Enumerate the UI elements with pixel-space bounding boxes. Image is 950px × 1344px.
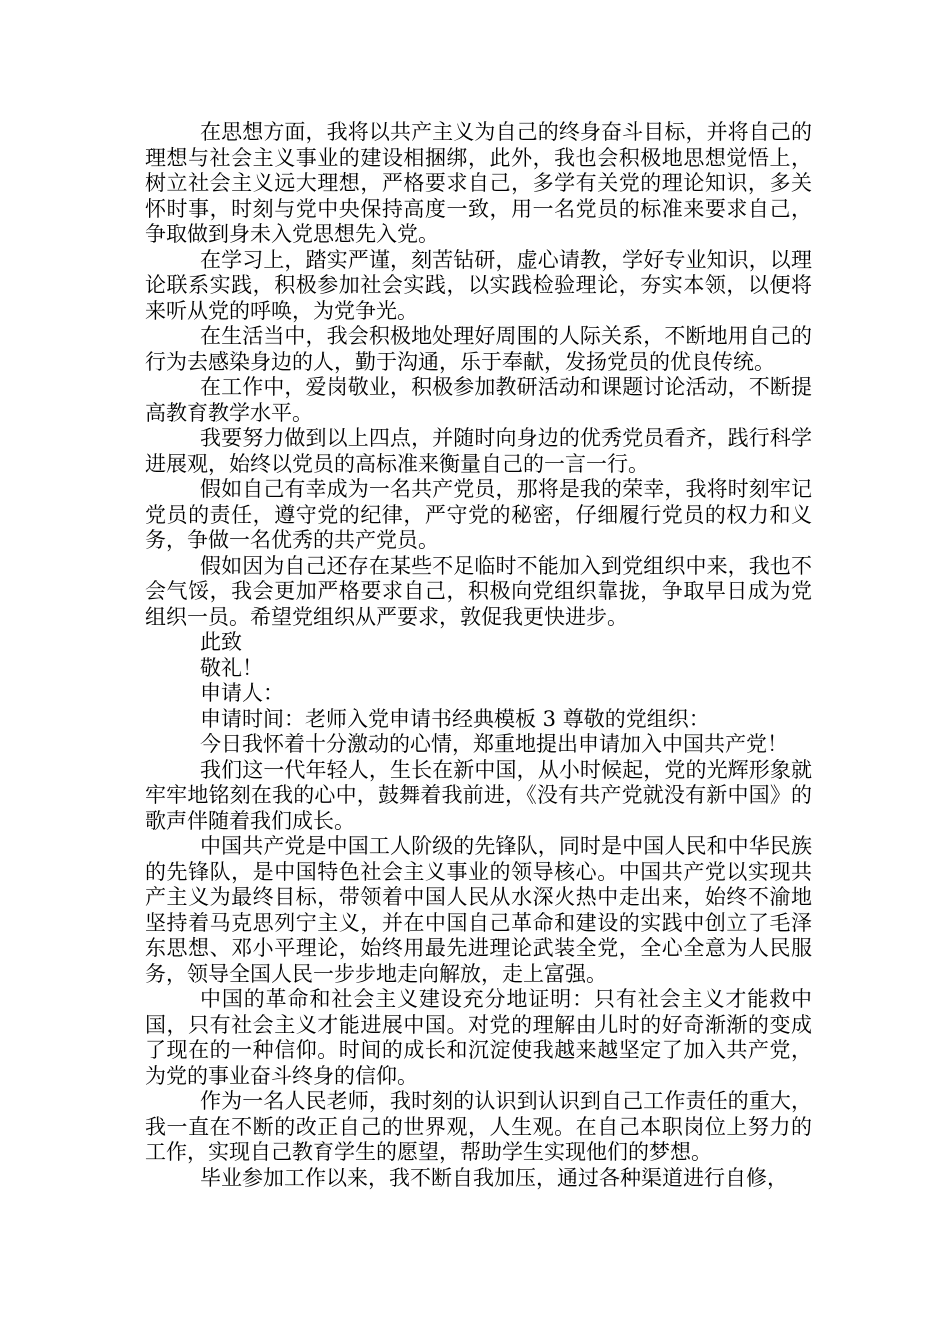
- paragraph-work: 在工作中，爱岗敬业，积极参加教研活动和课题讨论活动，不断提高教育教学水平。: [145, 375, 812, 425]
- paragraph-life: 在生活当中，我会积极地处理好周围的人际关系，不断地用自己的行为去感染身边的人，勤于沟通，乐于奉献，发扬党员的优良传统。: [145, 324, 812, 374]
- application-date-line: 申请时间：老师入党申请书经典模板 3 尊敬的党组织：: [200, 706, 710, 731]
- paragraph-if-admitted: 假如自己有幸成为一名共产党员，那将是我的荣幸，我将时刻牢记党员的责任，遵守党的纪律，严守党的秘密，仔细履行党员的权力和义务，争做一名优秀的共产党员。: [145, 477, 812, 552]
- paragraph-thought: 在思想方面，我将以共产主义为自己的终身奋斗目标，并将自己的理想与社会主义事业的建设相捆绑，此外，我也会积极地思想觉悟上，树立社会主义远大理想，严格要求自己，多学有关党的理论知识，多关怀时事，时刻与党中央保持高度一致，用一名党员的标准来要求自己，争取做到身未入党思想先入党。: [145, 120, 812, 246]
- paragraph-teacher: 作为一名人民老师，我时刻的认识到认识到自己工作责任的重大，我一直在不断的改正自己的世界观，人生观。在自己本职岗位上努力的工作，实现自己教育学生的愿望，帮助学生实现他们的梦想。: [145, 1089, 812, 1164]
- paragraph-revolution: 中国的革命和社会主义建设充分地证明：只有社会主义才能救中国，只有社会主义才能进展中国。对党的理解由儿时的好奇渐渐的变成了现在的一种信仰。时间的成长和沉淀使我越来越坚定了加入共产党，为党的事业奋斗终身的信仰。: [145, 987, 812, 1088]
- paragraph-self-study: 毕业参加工作以来，我不断自我加压，通过各种渠道进行自修，: [200, 1165, 788, 1190]
- paragraph-generation: 我们这一代年轻人，生长在新中国，从小时候起，党的光辉形象就牢牢地铭刻在我的心中，鼓舞着我前进，《没有共产党就没有新中国》的歌声伴随着我们成长。: [145, 757, 812, 833]
- closing-respect: 敬礼！: [200, 655, 263, 680]
- paragraph-study: 在学习上，踏实严谨，刻苦钻研，虚心请教，学好专业知识，以理论联系实践，积极参加社会实践，以实践检验理论，夯实本领，以便将来听从党的呼唤，为党争光。: [145, 247, 812, 323]
- document-body: [145, 120, 812, 1191]
- paragraph-opening: 今日我怀着十分激动的心情，郑重地提出申请加入中国共产党！: [200, 732, 788, 756]
- closing-salutation: 此致: [200, 630, 242, 654]
- paragraph-four-points: 我要努力做到以上四点，并随时向身边的优秀党员看齐，践行科学进展观，始终以党员的高标准来衡量自己的一言一行。: [145, 426, 812, 476]
- applicant-line: 申请人：: [200, 681, 284, 705]
- paragraph-if-not-admitted: 假如因为自己还存在某些不足临时不能加入到党组织中来，我也不会气馁，我会更加严格要求自己，积极向党组织靠拢，争取早日成为党组织一员。希望党组织从严要求，敦促我更快进步。: [145, 553, 812, 629]
- paragraph-party-vanguard: 中国共产党是中国工人阶级的先锋队，同时是中国人民和中华民族的先锋队，是中国特色社会主义事业的领导核心。中国共产党以实现共产主义为最终目标，带领着中国人民从水深火热中走出来，始终不渝地坚持着马克思列宁主义，并在中国自己革命和建设的实践中创立了毛泽东思想、邓小平理论，始终用最先进理论武装全党，全心全意为人民服务，领导全国人民一步步地走向解放，走上富强。: [145, 834, 812, 986]
